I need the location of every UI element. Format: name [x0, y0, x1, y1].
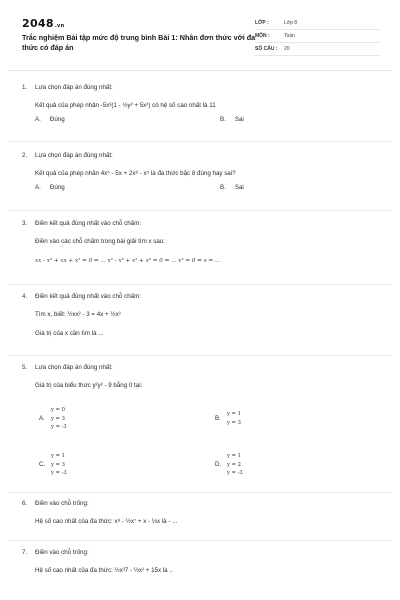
- question-math: xx - x² + xx + x² = 0 ⇔ ... x² - x³ + x² + x³ = 0 ⇔ ... x² = 0 ⇔ x = ...: [35, 258, 221, 264]
- option-c[interactable]: C. y = 1 y = 3 y = -3: [39, 453, 67, 476]
- question-prompt: Lựa chọn đáp án đúng nhất:: [35, 152, 113, 159]
- worksheet-meta: [255, 17, 380, 56]
- question-7: 7. Điền vào chỗ trống: Hệ số cao nhất của đa thức: ½x³7 - ½x² + 15x là ..: [22, 549, 382, 575]
- question-prompt: Lựa chọn đáp án đúng nhất:: [35, 364, 113, 371]
- question-text: Kết quả của phép nhân -5x³(1 - ½y² + 5x²) có hệ số cao nhất là 11: [35, 102, 216, 109]
- question-number: 1.: [22, 84, 28, 91]
- meta-subject-row: MÔN : Toán: [255, 30, 380, 43]
- question-text: Kết quả của phép nhân 4x⁵ - 5x + 2x⁸ - x⁵ là đa thức bậc 8 đúng hay sai?: [35, 170, 236, 177]
- question-prompt: Điền vào chỗ trống:: [35, 549, 89, 556]
- meta-count-row: SỐ CÂU : 20: [255, 43, 380, 56]
- question-text: Giá trị của biểu thức y²y² - 9 bằng 0 tại:: [35, 382, 143, 389]
- question-prompt: Điền kết quả đúng nhất vào chỗ chấm:: [35, 220, 141, 227]
- question-prompt: Lựa chọn đáp án đúng nhất:: [35, 84, 113, 91]
- option-d[interactable]: D. y = 1 y = 2 y = -3: [215, 453, 243, 476]
- option-b[interactable]: B. Sai: [220, 116, 244, 123]
- option-b[interactable]: B. Sai: [220, 184, 244, 191]
- equation-system: y = 1 y = 3: [227, 411, 241, 426]
- equation-system: y = 1 y = 3 y = -3: [51, 453, 67, 476]
- worksheet-title: Trắc nghiệm Bài tập mức độ trung bình Bài 1: Nhân đơn thức với đa thức có đáp án: [22, 33, 256, 52]
- question-5: 5. Lựa chọn đáp án đúng nhất: Giá trị của biểu thức y²y² - 9 bằng 0 tại: A. y = 0 y = 3 y = -3 B. y = 1 y = 3 C. y = 1 y = 3 y = -3 D. y = 1 y = 2 y = -3: [22, 364, 382, 502]
- question-text: Điền vào các chỗ chấm trong bài giải tìm x sau:: [35, 238, 166, 245]
- question-3: 3. Điền kết quả đúng nhất vào chỗ chấm: Điền vào các chỗ chấm trong bài giải tìm x sau: xx - x² + xx + x² = 0 ⇔ ... x² - x³ + x² + x³ = 0 ⇔ ... x² = 0 ⇔ x = ...: [22, 220, 382, 265]
- question-separator: [8, 492, 392, 493]
- question-4: 4. Điền kết quả đúng nhất vào chỗ chấm: Tìm x, biết: ½xx² - 3 = 4x + ½x³ Giá trị của x cần tìm là ...: [22, 293, 382, 338]
- question-separator: [8, 141, 392, 142]
- equation-system: y = 0 y = 3 y = -3: [51, 407, 67, 430]
- option-a[interactable]: A. y = 0 y = 3 y = -3: [39, 407, 67, 430]
- question-6: 6. Điền vào chỗ trống: Hệ số cao nhất của đa thức: x⁸ - ½x⁷ + x - ⅓x là - ...: [22, 500, 382, 526]
- header-divider: [8, 70, 392, 71]
- question-separator: [8, 284, 392, 285]
- question-separator: [8, 355, 392, 356]
- meta-class-row: LỚP : Lớp 8: [255, 17, 380, 30]
- question-separator: [8, 540, 392, 541]
- equation-system: y = 1 y = 2 y = -3: [227, 453, 243, 476]
- question-text: Hệ số cao nhất của đa thức: ½x³7 - ½x² + 15x là ..: [35, 567, 173, 574]
- question-1: [22, 84, 382, 132]
- option-a[interactable]: A. Đúng: [35, 116, 65, 123]
- option-b[interactable]: B. y = 1 y = 3: [215, 411, 241, 426]
- site-logo[interactable]: 2048.vn: [22, 17, 65, 30]
- question-2: 2. Lựa chọn đáp án đúng nhất: Kết quả của phép nhân 4x⁵ - 5x + 2x⁸ - x⁵ là đa thức bậc 8 đúng hay sai? A. Đúng B. Sai: [22, 152, 382, 200]
- question-text: Hệ số cao nhất của đa thức: x⁸ - ½x⁷ + x - ⅓x là - ...: [35, 518, 178, 525]
- question-text: Tìm x, biết: ½xx² - 3 = 4x + ½x³: [35, 311, 121, 318]
- question-separator: [8, 210, 392, 211]
- question-prompt: Điền vào chỗ trống:: [35, 500, 89, 507]
- page-header: [22, 10, 380, 68]
- question-prompt: Điền kết quả đúng nhất vào chỗ chấm:: [35, 293, 141, 300]
- option-a[interactable]: A. Đúng: [35, 184, 65, 191]
- question-text-2: Giá trị của x cần tìm là ...: [35, 330, 104, 337]
